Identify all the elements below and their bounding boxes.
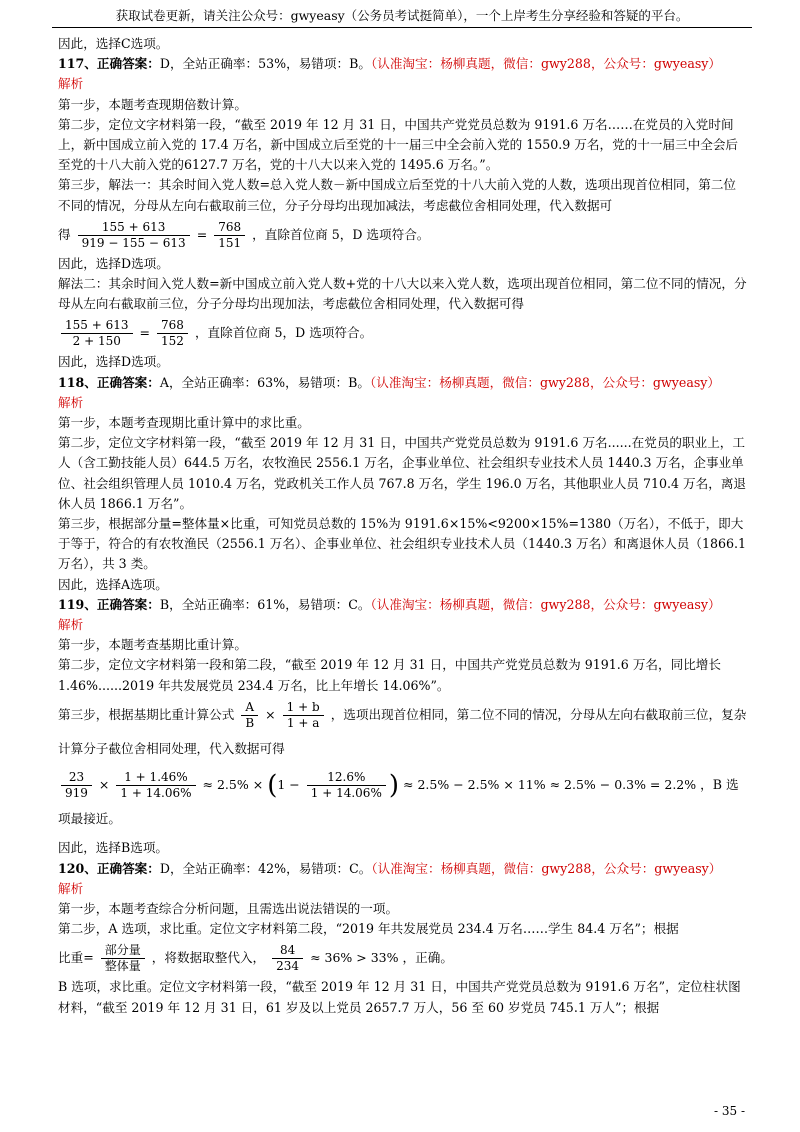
fraction (101, 943, 145, 974)
formula-line (58, 316, 748, 350)
times-sign: × (98, 776, 110, 792)
fraction (272, 943, 303, 974)
times-sign: × (265, 706, 276, 722)
numerator: A (241, 700, 258, 716)
numerator: 1 + b (283, 700, 324, 716)
equals-sign: = (196, 226, 208, 242)
step-text: 第二步，定位文字材料第一段，“截至 2019 年 12 月 31 日，中国共产党党员总数为 9191.6 万名……在党员的入党时间上，新中国成立前入党的 17.4 万名，新中国成立后至党的十一届三中全会前入党的 1550.9 万名，党的十一届三中全会后至党的十八大前入党的6127.7 万名，党的十八大以来入党的 1495.6 万名。”。 (58, 116, 739, 173)
formula-prefix: 第三步，根据基期比重计算公式 (58, 706, 235, 722)
formula-line (58, 941, 748, 975)
answer-value: B，全站正确率： (159, 596, 258, 612)
denominator: 1 + 14.06% (310, 785, 382, 800)
math-expression: ≈ 2.5% − 2.5% × 11% ≈ 2.5% − 0.3% = 2.2% (403, 776, 697, 792)
math-expression: ≈ 2.5% × (202, 776, 264, 792)
denominator: 919 (65, 785, 88, 800)
formula-line (58, 698, 748, 766)
step-text: 第一步，本题考查基期比重计算。 (58, 637, 247, 653)
equals-sign: = (139, 325, 150, 341)
accuracy-value: 63%，易错项：B。 (257, 374, 370, 390)
numerator: 部分量 (101, 943, 145, 959)
conclusion-text: 因此，选择B选项。 (58, 840, 169, 856)
math-expression: ≈ 36% > 33% (310, 950, 399, 966)
analysis-label: 解析 (58, 76, 84, 92)
formula-middle: ，将数据取整代入， (151, 950, 266, 966)
accuracy-value: 61%，易错项：C。 (257, 596, 371, 612)
step-text: 第一步，本题考查现期倍数计算。 (58, 96, 247, 112)
question-120-heading (58, 859, 748, 879)
numerator: 155 + 613 (61, 318, 133, 334)
denominator: 2 + 150 (72, 334, 121, 349)
fraction (157, 318, 188, 349)
fraction (61, 318, 133, 349)
formula-suffix: ，选项出现首位相同，第二位不同的情况，分母从左向右截取前三位，复杂计算分子截位舍相同处理，代入数据可得 (58, 706, 747, 756)
accuracy-value: 53%，易错项：B。 (258, 56, 371, 72)
denominator: 919 − 155 − 613 (81, 235, 186, 250)
question-118-heading (58, 373, 748, 393)
conclusion-text: 因此，选择A选项。 (58, 576, 168, 592)
formula-suffix: ，正确。 (402, 950, 453, 966)
fraction (283, 700, 324, 731)
numerator: 768 (214, 220, 245, 236)
answer-value: A，全站正确率： (159, 374, 258, 390)
document-body (58, 34, 748, 1018)
fraction (307, 770, 386, 801)
page-number: - 35 - (713, 1104, 745, 1118)
fraction (61, 770, 92, 801)
denominator: 1 + a (286, 715, 320, 730)
numerator: 155 + 613 (78, 220, 190, 236)
ad-text: （认准淘宝：杨柳真题，微信：gwy288，公众号：gwyeasy） (370, 56, 722, 72)
answer-label: 118、正确答案： (58, 374, 160, 390)
denominator: 234 (276, 959, 300, 974)
question-117-heading (58, 54, 748, 74)
denominator: 1 + 14.06% (120, 785, 192, 800)
ad-text: （认准淘宝：杨柳真题，微信：gwy288，公众号：gwyeasy） (369, 374, 721, 390)
denominator: 152 (161, 334, 184, 349)
formula-line (58, 218, 748, 252)
numerator: 23 (61, 770, 92, 786)
step-text: 第三步，解法一：其余时间入党人数=总入党人数－新中国成立后至党的十八大前入党的人数，选项出现首位相同，第二位不同的情况，分母从左向右截取前三位，分子分母均出现加减法，考虑截位舍相同处理，代入数据可 (58, 177, 737, 213)
denominator: 151 (218, 235, 242, 250)
step-text: 第二步，定位文字材料第一段，“截至 2019 年 12 月 31 日，中国共产党党员总数为 9191.6 万名......在党员的职业上，工人（含工勤技能人员）644.5 万名，农牧渔民 2556.1 万名，企事业单位、社会组织专业技术人员 1440.3 万名，企事业单位、社会组织管理人员 1010.4 万名，党政机关工作人员 767.8 万名，学生 196.0 万名，其他职业人员 710.4 万名，离退休人员 1866.1 万名”。 (58, 435, 747, 511)
step-text: 第二步，定位文字材料第一段和第二段，“截至 2019 年 12 月 31 日，中国共产党党员总数为 9191.6 万名，同比增长 1.46%......2019 年共发展党员 234.4 万名，比上年增长 14.06%”。 (58, 657, 721, 693)
formula-line: $\frac{23}{919}$ × $\frac{1 + 1.46\%}{1 + 14.06\%}$ ≈ 2.5% × (1 − $\frac{12.6\%}{1 + 14.06\%}$ ) ≈ 2.5% − 2.5% × 11% ≈ 2.5% − 0.3% = 2.2% ，B 选项最接近。 (58, 769, 739, 827)
fraction (116, 770, 195, 801)
analysis-label: 解析 (58, 617, 84, 633)
numerator: 768 (157, 318, 188, 334)
step-text: 第一步，本题考查现期比重计算中的求比重。 (58, 415, 310, 431)
numerator: 12.6% (307, 770, 386, 786)
ad-text: （认准淘宝：杨柳真题，微信：gwy288，公众号：gwyeasy） (371, 860, 722, 876)
analysis-label: 解析 (58, 394, 84, 410)
formula-prefix: 得 (58, 226, 71, 242)
analysis-label: 解析 (58, 880, 84, 896)
step-text: 解法二：其余时间入党人数=新中国成立前入党人数+党的十八大以来入党人数，选项出现首位相同，第二位不同的情况，分母从左向右截取前三位，分子分母均出现加法，考虑截位舍相同处理，代入数据可得 (58, 276, 747, 312)
answer-value: D，全站正确率： (159, 860, 259, 876)
text-line: 因此，选择C选项。 (58, 36, 169, 51)
ad-text: （认准淘宝：杨柳真题，微信：gwy288，公众号：gwyeasy） (370, 596, 721, 612)
answer-label: 120、正确答案： (58, 860, 160, 876)
formula-prefix: 比重= (58, 950, 94, 966)
step-text: 第二步，A 选项，求比重。定位文字材料第二段，“2019 年共发展党员 234.4 万名……学生 84.4 万名”；根据 (58, 921, 679, 937)
question-119-heading (58, 595, 748, 615)
step-text: 第一步，本题考查综合分析问题，且需选出说法错误的一项。 (58, 901, 399, 916)
conclusion-text: 因此，选择D选项。 (58, 354, 169, 370)
formula-suffix: ，直除首位商 5，D 选项符合。 (252, 226, 430, 242)
denominator: 整体量 (104, 959, 141, 974)
conclusion-text: 因此，选择D选项。 (58, 255, 169, 271)
numerator: 1 + 1.46% (116, 770, 195, 786)
page-header: 获取试卷更新，请关注公众号：gwyeasy（公务员考试挺简单），一个上岸考生分享经验和答疑的平台。 (52, 6, 752, 28)
step-text: 第三步，根据部分量=整体量×比重，可知党员总数的 15%为 9191.6×15%<9200×15%=1380（万名），不低于，即大于等于，符合的有农牧渔民（2556.1 万名）、企事业单位、社会组织专业技术人员（1440.3 万名）和离退休人员（1866.1 万名），共 3 类。 (58, 516, 747, 572)
accuracy-value: 42%，易错项：C。 (258, 860, 372, 876)
answer-label: 119、正确答案： (58, 596, 160, 612)
denominator: B (245, 715, 255, 730)
answer-label: 117、正确答案： (58, 56, 160, 72)
step-text: B 选项，求比重。定位文字材料第一段，“截至 2019 年 12 月 31 日，中国共产党党员总数为 9191.6 万名”，定位柱状图材料，“截至 2019 年 12 月 31 日，61 岁及以上党员 2657.7 万人，56 至 60 岁党员 745.1 万人”；根据 (58, 979, 741, 1015)
fraction (241, 700, 258, 731)
numerator: 84 (272, 943, 303, 959)
fraction (78, 220, 190, 251)
formula-suffix: ，直除首位商 5，D 选项符合。 (194, 325, 373, 341)
fraction (214, 220, 245, 251)
formula-suffix: ，B 选项最接近。 (58, 776, 739, 827)
answer-value: D，全站正确率： (159, 56, 259, 72)
